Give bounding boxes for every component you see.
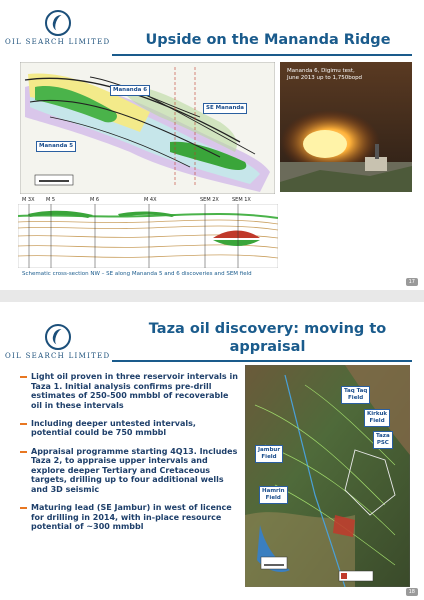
bullet-item: Appraisal programme starting 4Q13. Includes Taza 2, to appraise upper intervals and explore deeper Tertiary and Cretaceous targets, drilling up to four additional wells and 3D seismic bbox=[20, 447, 238, 495]
map-label-jambur-field: Jambur Field bbox=[255, 445, 283, 463]
title-underline bbox=[112, 360, 412, 362]
mananda-ridge-map bbox=[20, 62, 275, 194]
photo-caption-line2: June 2013 up to 1,750bopd bbox=[287, 75, 363, 81]
slide-title bbox=[115, 320, 420, 356]
bullet-item: Maturing lead (SE Jambur) in west of licence for drilling in 2014, with in-place resource potential of ~300 mmbbl bbox=[20, 503, 238, 532]
well-label: SEM 1X bbox=[232, 197, 251, 203]
slide-18 bbox=[0, 302, 424, 600]
title-underline bbox=[112, 54, 412, 56]
map-label-taq-taq-field: Taq Taq Field bbox=[341, 386, 370, 404]
photo-caption bbox=[287, 68, 362, 82]
map-label-mananda-5: Mananda 5 bbox=[36, 141, 76, 152]
cross-section-diagram bbox=[18, 204, 278, 268]
kurdistan-map bbox=[245, 365, 410, 587]
photo-caption-line1: Mananda 6, Digimu test, bbox=[287, 68, 355, 74]
page-number: 18 bbox=[406, 588, 418, 596]
oil-search-logo-icon bbox=[45, 10, 71, 36]
oil-search-logo-icon bbox=[45, 324, 71, 350]
logo-wordmark: OIL SEARCH LIMITED bbox=[5, 352, 111, 360]
slide-title: Upside on the Mananda Ridge bbox=[145, 32, 391, 48]
well-label: M 5 bbox=[46, 197, 56, 203]
oil-search-logo bbox=[5, 324, 110, 360]
well-label: M 4X bbox=[144, 197, 157, 203]
slide-17 bbox=[0, 0, 424, 290]
map-label-hamrin-field: Hamrin Field bbox=[259, 486, 288, 504]
map-label-taza-psc: Taza PSC bbox=[373, 431, 393, 449]
logo-wordmark: OIL SEARCH LIMITED bbox=[5, 38, 111, 46]
bullet-item: Including deeper untested intervals, potential could be 750 mmbbl bbox=[20, 419, 238, 438]
slide-title-line1: Taza oil discovery: moving to bbox=[148, 321, 387, 337]
map-label-kirkuk-field: Kirkuk Field bbox=[364, 409, 390, 427]
map-label-mananda-6: Mananda 6 bbox=[110, 85, 150, 96]
well-label: SEM 2X bbox=[200, 197, 219, 203]
page-number: 17 bbox=[406, 278, 418, 286]
slide-title-line2: appraisal bbox=[229, 339, 306, 355]
map-label-se-mananda: SE Mananda bbox=[203, 103, 247, 114]
bullet-list bbox=[20, 372, 238, 540]
bullet-item: Light oil proven in three reservoir intervals in Taza 1. Initial analysis confirms pre-drill estimates of 250-500 mmbbl of recoverable oil in these intervals bbox=[20, 372, 238, 410]
well-label: M 3X bbox=[22, 197, 35, 203]
oil-search-logo bbox=[5, 10, 110, 46]
cross-section-caption: Schematic cross-section NW – SE along Mananda 5 and 6 discoveries and SEM field bbox=[22, 271, 252, 277]
well-label: M 6 bbox=[90, 197, 100, 203]
